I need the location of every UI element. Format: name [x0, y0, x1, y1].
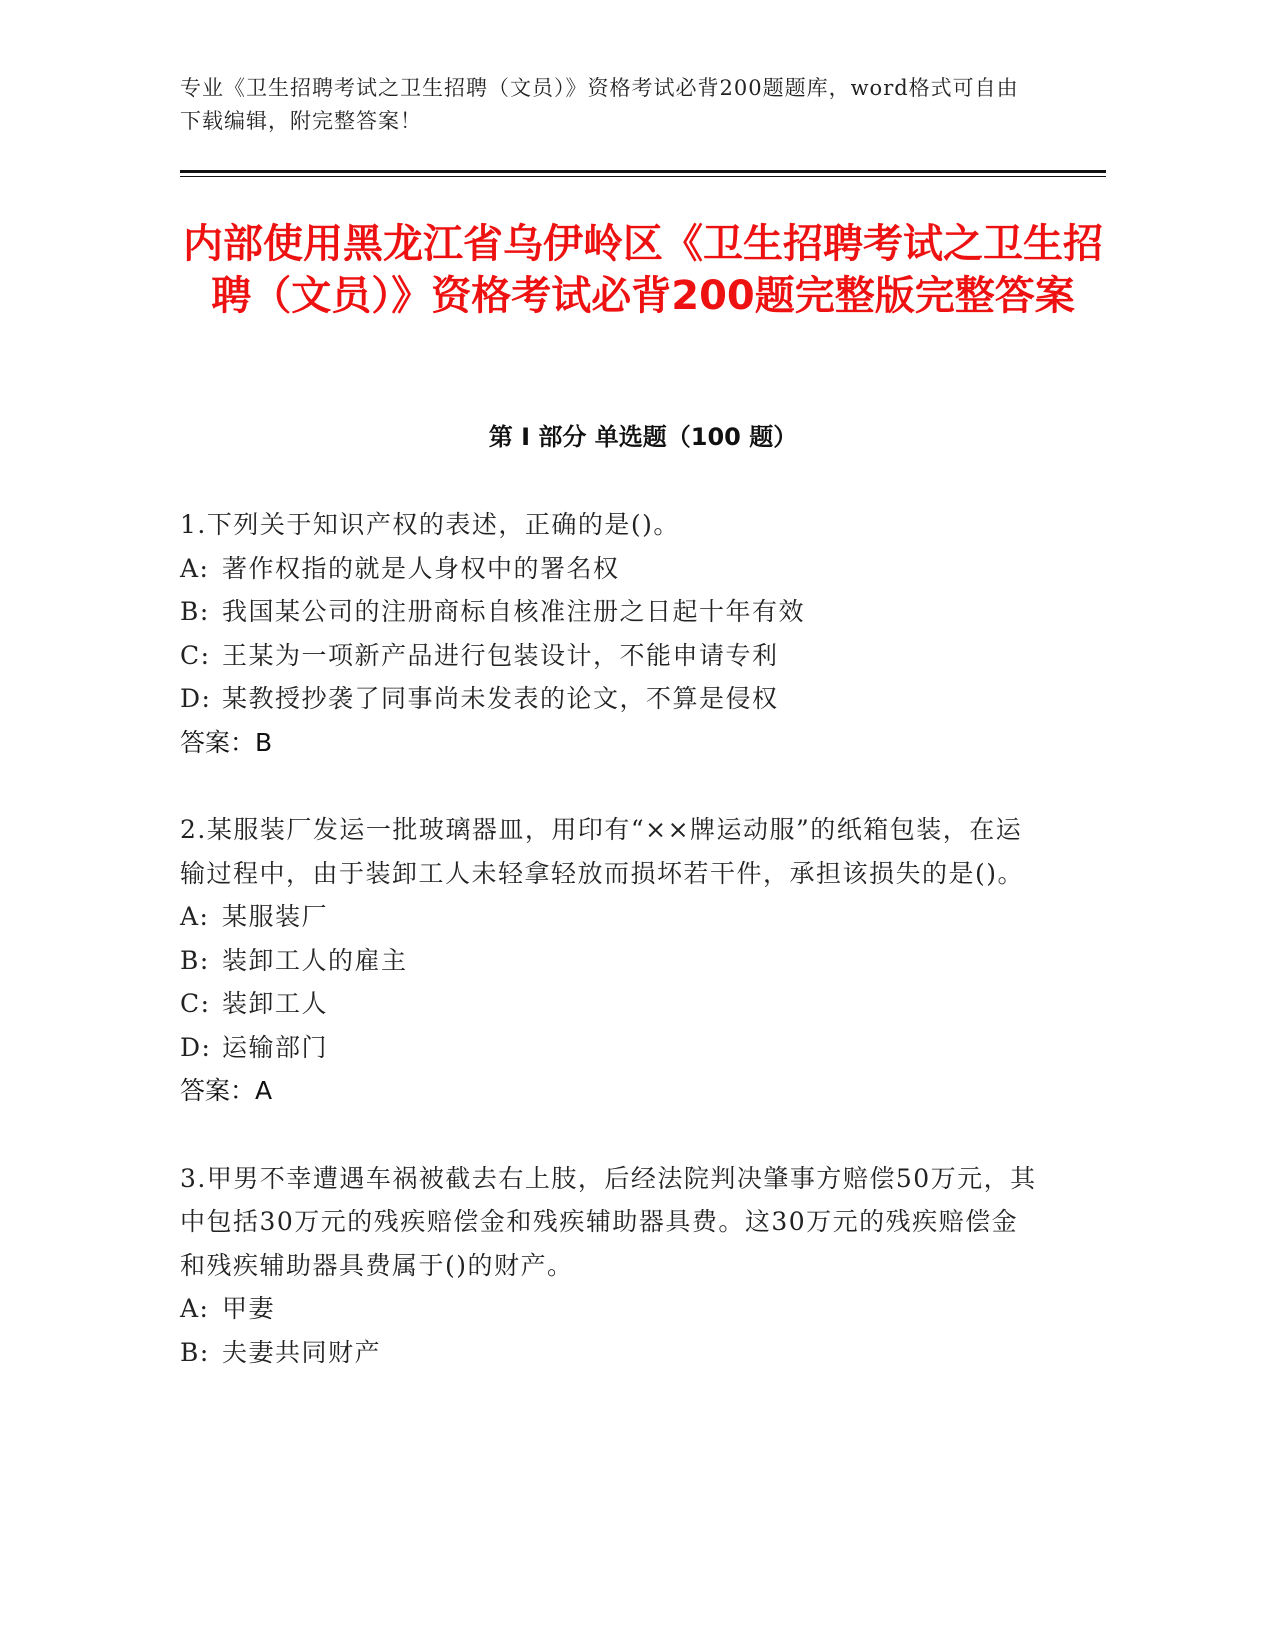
question-list: [180, 503, 1040, 1418]
option-b: [180, 1331, 1040, 1375]
header-note: 专业《卫生招聘考试之卫生招聘（文员）》资格考试必背200题题库，word格式可自由下载编辑，附完整答案！: [180, 76, 1019, 133]
option-letter: B:: [180, 945, 210, 975]
option-text: 夫妻共同财产: [222, 1337, 382, 1367]
question-2: [180, 808, 1040, 1113]
option-d: [180, 1026, 1040, 1070]
option-c: [180, 982, 1040, 1026]
document-title: 内部使用黑龙江省乌伊岭区《卫生招聘考试之卫生招聘（文员）》资格考试必背200题完整版完整答案: [183, 221, 1103, 319]
option-text: 著作权指的就是人身权中的署名权: [222, 553, 620, 583]
option-text: 王某为一项新产品进行包装设计，不能申请专利: [222, 640, 779, 670]
option-c: [180, 634, 1040, 678]
option-a: [180, 895, 1040, 939]
option-text: 甲妻: [222, 1294, 276, 1323]
option-a: [180, 547, 1040, 591]
question-3: [180, 1157, 1040, 1375]
option-letter: D:: [180, 1032, 212, 1062]
option-letter: A:: [180, 1294, 210, 1323]
option-text: 我国某公司的注册商标自核准注册之日起十年有效: [222, 597, 806, 626]
question-1: [180, 503, 1040, 764]
option-letter: C:: [180, 989, 211, 1018]
option-letter: D:: [180, 684, 212, 713]
option-text: 运输部门: [222, 1032, 329, 1062]
option-letter: B:: [180, 597, 210, 626]
option-d: [180, 677, 1040, 721]
question-stem: 2.某服装厂发运一批玻璃器皿，用印有“××牌运动服”的纸箱包装，在运输过程中，由于装卸工人未轻拿轻放而损坏若干件，承担该损失的是()。: [180, 815, 1025, 888]
option-a: [180, 1287, 1040, 1331]
header-rule-thick: [180, 170, 1106, 173]
option-text: 某教授抄袭了同事尚未发表的论文，不算是侵权: [222, 684, 779, 713]
option-letter: C:: [180, 640, 211, 670]
option-b: [180, 939, 1040, 983]
option-letter: A:: [180, 553, 210, 583]
option-b: [180, 590, 1040, 634]
option-letter: B:: [180, 1337, 210, 1367]
question-stem: 1.下列关于知识产权的表述，正确的是()。: [180, 510, 680, 539]
header-rule-thin: [180, 176, 1106, 177]
option-letter: A:: [180, 902, 210, 931]
answer-line: 答案：B: [180, 727, 273, 757]
section-title: 第 I 部分 单选题（100 题）: [488, 423, 798, 451]
option-text: 装卸工人: [222, 989, 329, 1018]
option-text: 某服装厂: [222, 902, 329, 931]
option-text: 装卸工人的雇主: [222, 945, 408, 975]
answer-line: 答案：A: [180, 1076, 273, 1105]
question-stem: 3.甲男不幸遭遇车祸被截去右上肢，后经法院判决肇事方赔偿50万元，其中包括30万元的残疾赔偿金和残疾辅助器具费。这30万元的残疾赔偿金和残疾辅助器具费属于()的财产。: [180, 1163, 1037, 1280]
